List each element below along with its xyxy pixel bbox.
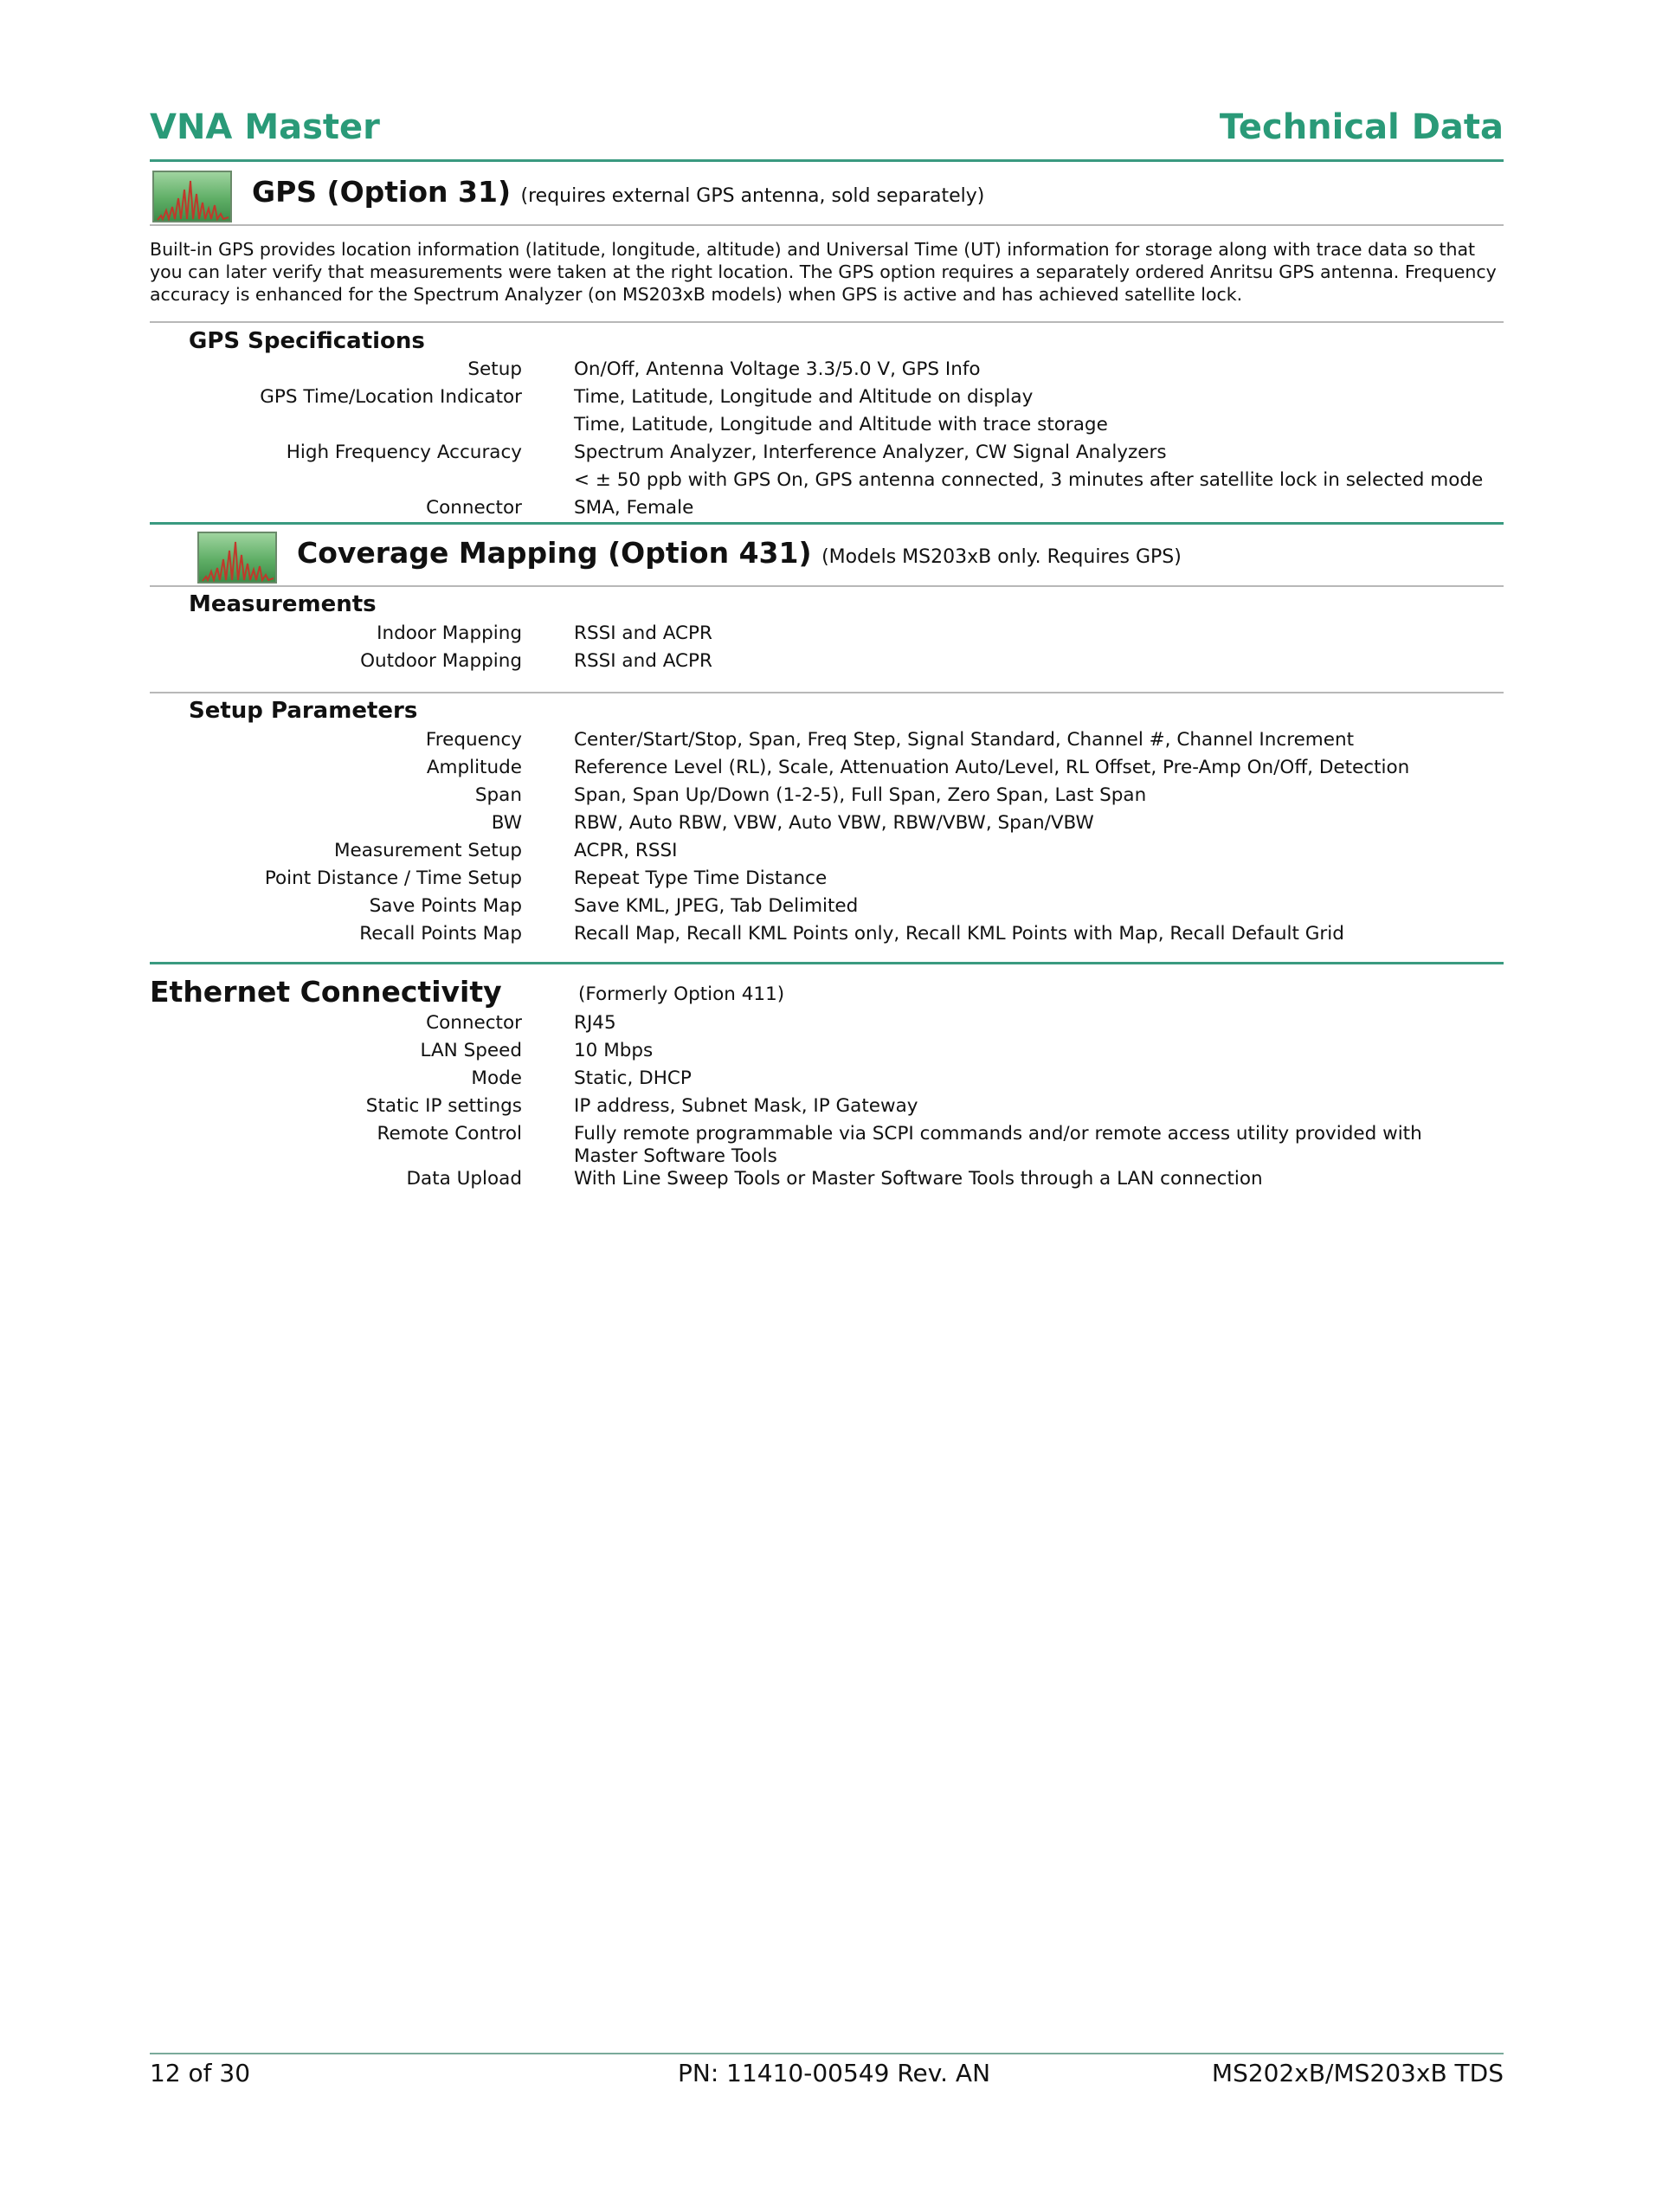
row-value: RJ45	[574, 1012, 616, 1034]
table-row	[150, 726, 1504, 754]
table-row	[150, 837, 1504, 865]
row-label: Remote Control	[377, 1123, 522, 1145]
coverage-section-title	[297, 536, 1182, 570]
row-value: < ± 50 ppb with GPS On, GPS antenna connected, 3 minutes after satellite lock in selected mode	[574, 469, 1484, 491]
row-label: Static IP settings	[365, 1095, 522, 1117]
row-label: Frequency	[425, 729, 522, 751]
measurements-table	[150, 620, 1504, 675]
table-row	[150, 920, 1504, 948]
row-label: Amplitude	[426, 757, 522, 778]
setup-rule	[150, 692, 1504, 693]
row-value: With Line Sweep Tools or Master Software Tools through a LAN connection	[574, 1168, 1263, 1190]
table-row	[150, 1009, 1504, 1037]
spectrum-icon	[152, 171, 232, 222]
footer-rule	[150, 2053, 1504, 2054]
row-value: Spectrum Analyzer, Interference Analyzer, CW Signal Analyzers	[574, 442, 1167, 463]
row-value: RSSI and ACPR	[574, 650, 712, 672]
table-row	[150, 384, 1504, 411]
row-label: Recall Points Map	[359, 923, 522, 945]
gps-title-rule	[150, 224, 1504, 226]
header-section: Technical Data	[1219, 107, 1504, 147]
table-row	[150, 782, 1504, 809]
row-value: Center/Start/Stop, Span, Freq Step, Signal Standard, Channel #, Channel Increment	[574, 729, 1355, 751]
table-row	[150, 1120, 1504, 1165]
ethernet-table	[150, 1009, 1504, 1193]
page-header	[150, 107, 1504, 151]
setup-heading: Setup Parameters	[189, 698, 418, 724]
row-label: Outdoor Mapping	[360, 650, 522, 672]
table-row	[150, 494, 1504, 522]
row-label: Span	[474, 784, 522, 806]
ethernet-top-rule	[150, 962, 1504, 964]
row-label: Measurement Setup	[333, 840, 522, 861]
gps-title-text: GPS (Option 31)	[252, 175, 512, 209]
setup-table	[150, 726, 1504, 948]
footer-part-number: PN: 11410-00549 Rev. AN	[678, 2059, 991, 2087]
coverage-title-rule	[150, 585, 1504, 587]
table-row	[150, 411, 1504, 439]
table-row	[150, 1037, 1504, 1065]
gps-title-note: (requires external GPS antenna, sold separately)	[520, 185, 985, 207]
row-value: Time, Latitude, Longitude and Altitude with trace storage	[574, 414, 1108, 435]
row-label: GPS Time/Location Indicator	[260, 386, 522, 408]
table-row	[150, 356, 1504, 384]
gps-spec-heading: GPS Specifications	[189, 328, 425, 354]
row-label: Connector	[426, 1012, 522, 1034]
row-value: Static, DHCP	[574, 1067, 692, 1089]
row-value: Time, Latitude, Longitude and Altitude on display	[574, 386, 1034, 408]
table-row	[150, 648, 1504, 675]
row-value: Save KML, JPEG, Tab Delimited	[574, 895, 859, 917]
ethernet-title-note: (Formerly Option 411)	[578, 983, 785, 1005]
coverage-top-rule	[150, 522, 1504, 525]
row-value: Recall Map, Recall KML Points only, Recall KML Points with Map, Recall Default Grid	[574, 923, 1344, 945]
gps-section-title	[252, 175, 984, 209]
table-row	[150, 1165, 1504, 1193]
coverage-title-note: (Models MS203xB only. Requires GPS)	[821, 546, 1182, 568]
footer-doc-name: MS202xB/MS203xB TDS	[1211, 2059, 1504, 2087]
row-value: RBW, Auto RBW, VBW, Auto VBW, RBW/VBW, Span/VBW	[574, 812, 1094, 834]
row-label: LAN Speed	[420, 1040, 522, 1061]
table-row	[150, 620, 1504, 648]
table-row	[150, 893, 1504, 920]
row-value: Span, Span Up/Down (1-2-5), Full Span, Zero Span, Last Span	[574, 784, 1147, 806]
table-row	[150, 754, 1504, 782]
coverage-title-text: Coverage Mapping (Option 431)	[297, 536, 812, 570]
row-label: Point Distance / Time Setup	[264, 867, 522, 889]
row-value: ACPR, RSSI	[574, 840, 678, 861]
row-value: Repeat Type Time Distance	[574, 867, 828, 889]
row-label: Mode	[471, 1067, 522, 1089]
header-product: VNA Master	[150, 107, 380, 147]
measurements-heading: Measurements	[189, 591, 377, 617]
row-label: Indoor Mapping	[377, 622, 522, 644]
table-row	[150, 1093, 1504, 1120]
row-value: On/Off, Antenna Voltage 3.3/5.0 V, GPS Info	[574, 358, 981, 380]
table-row	[150, 467, 1504, 494]
header-rule	[150, 159, 1504, 162]
spectrum-icon	[197, 532, 277, 584]
ethernet-section-title: Ethernet Connectivity	[150, 975, 502, 1009]
gps-spec-rule	[150, 321, 1504, 323]
table-row	[150, 439, 1504, 467]
row-label: Setup	[467, 358, 522, 380]
table-row	[150, 809, 1504, 837]
row-label: Data Upload	[406, 1168, 522, 1190]
row-label: BW	[491, 812, 522, 834]
row-value: RSSI and ACPR	[574, 622, 712, 644]
row-value: Reference Level (RL), Scale, Attenuation Auto/Level, RL Offset, Pre-Amp On/Off, Detection	[574, 757, 1410, 778]
row-value: 10 Mbps	[574, 1040, 654, 1061]
row-value: Fully remote programmable via SCPI commands and/or remote access utility provided with Master Software Tools	[574, 1123, 1422, 1167]
row-value: SMA, Female	[574, 497, 694, 519]
gps-description: Built-in GPS provides location information (latitude, longitude, altitude) and Universal Time (UT) information for storage along with trace data so that you can later verify that measurements were taken at the right location. The GPS option requires a separately ordered Anritsu GPS antenna. Frequency accuracy is enhanced for the Spectrum Analyzer (on MS203xB models) when GPS is active and has achieved satellite lock.	[150, 239, 1497, 305]
row-label: Save Points Map	[369, 895, 522, 917]
table-row	[150, 1065, 1504, 1093]
document-page	[150, 0, 1504, 2212]
table-row	[150, 865, 1504, 893]
row-value: IP address, Subnet Mask, IP Gateway	[574, 1095, 918, 1117]
row-label: Connector	[426, 497, 522, 519]
footer-page-number: 12 of 30	[150, 2059, 251, 2087]
row-label: High Frequency Accuracy	[286, 442, 522, 463]
gps-spec-table	[150, 356, 1504, 522]
